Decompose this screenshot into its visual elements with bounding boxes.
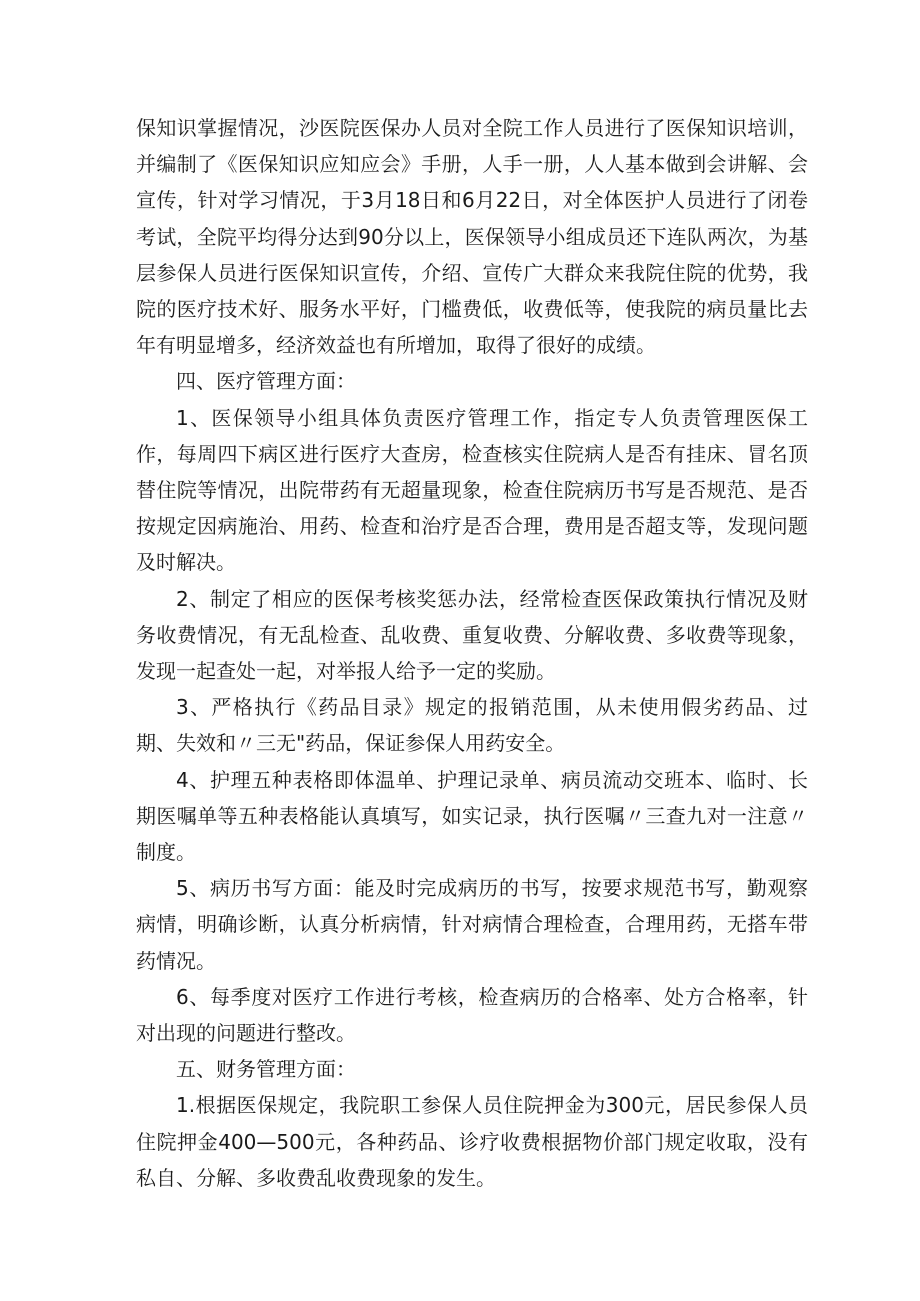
paragraph-item-6: 6、每季度对医疗工作进行考核，检查病历的合格率、处方合格率，针对出现的问题进行整改。 xyxy=(136,984,808,1046)
paragraph-item-5: 5、病历书写方面：能及时完成病历的书写，按要求规范书写，勤观察病情，明确诊断，认真分析病情，针对病情合理检查，合理用药，无搭车带药情况。 xyxy=(136,876,808,973)
section-heading-medical-management: 四、医疗管理方面： xyxy=(176,369,356,394)
paragraph-item-1: 1、医保领导小组具体负责医疗管理工作，指定专人负责管理医保工作，每周四下病区进行医疗大查房，检查核实住院病人是否有挂床、冒名顶替住院等情况，出院带药有无超量现象，检查住院病历书写是否规范、是否按规定因病施治、用药、检查和治疗是否合理，费用是否超支等，发现问题及时解决。 xyxy=(136,405,808,575)
paragraph-item-3: 3、严格执行《药品目录》规定的报销范围，从未使用假劣药品、过期、失效和〃三无"药品，保证参保人用药安全。 xyxy=(136,695,808,756)
paragraph-item-4: 4、护理五种表格即体温单、护理记录单、病员流动交班本、临时、长期医嘱单等五种表格能认真填写，如实记录，执行医嘱〃三查九对一注意〃制度。 xyxy=(136,767,808,865)
document-body xyxy=(136,110,808,1196)
paragraph-item-2: 2、制定了相应的医保考核奖惩办法，经常检查医保政策执行情况及财务收费情况，有无乱检查、乱收费、重复收费、分解收费、多收费等现象，发现一起查处一起，对举报人给予一定的奖励。 xyxy=(136,586,808,684)
paragraph-continuation: 保知识掌握情况，沙医院医保办人员对全院工作人员进行了医保知识培训，并编制了《医保知识应知应会》手册，人手一册，人人基本做到会讲解、会宣传，针对学习情况，于3月18日和6月22日，对全体医护人员进行了闭卷考试，全院平均得分达到90分以上，医保领导小组成员还下连队两次，为基层参保人员进行医保知识宣传，介绍、宣传广大群众来我院住院的优势，我院的医疗技术好、服务水平好，门槛费低，收费低等，使我院的病员量比去年有明显增多，经济效益也有所增加，取得了很好的成绩。 xyxy=(136,116,808,358)
paragraph-financial-item-1: 1.根据医保规定，我院职工参保人员住院押金为300元，居民参保人员住院押金400—500元，各种药品、诊疗收费根据物价部门规定收取，没有私自、分解、多收费乱收费现象的发生。 xyxy=(136,1093,808,1190)
section-heading-financial-management: 五、财务管理方面： xyxy=(176,1057,356,1082)
